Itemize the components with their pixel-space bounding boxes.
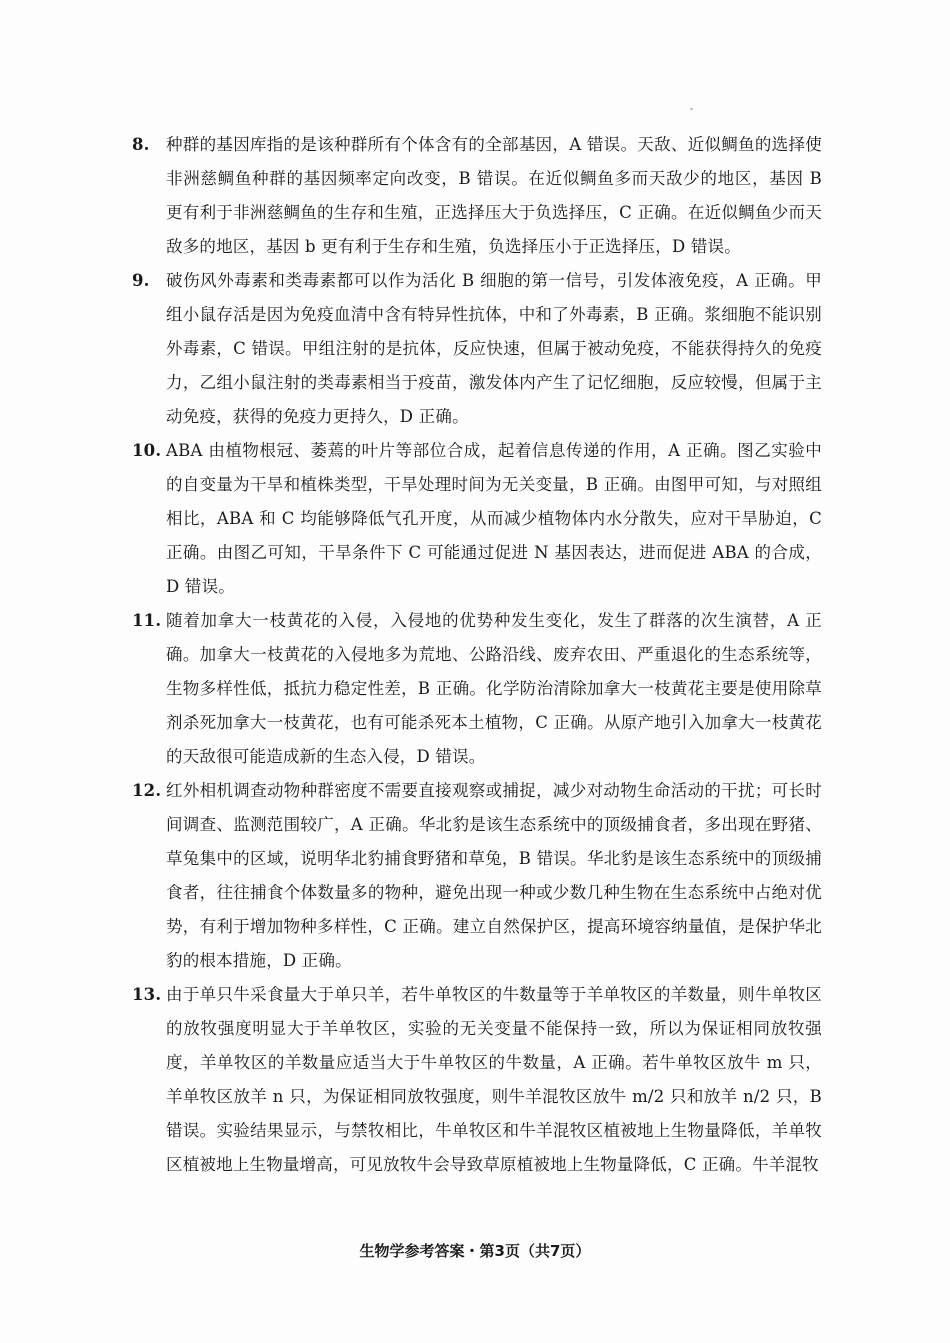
answer-number: 9. [132, 271, 150, 290]
answer-number: 13. [132, 985, 162, 1004]
answer-item-8 [132, 128, 822, 264]
answer-number: 12. [132, 781, 162, 800]
answer-number: 8. [132, 135, 150, 154]
answer-content [132, 128, 822, 1182]
answer-text: 随着加拿大一枝黄花的入侵，入侵地的优势种发生变化，发生了群落的次生演替，A 正确。加拿大一枝黄花的入侵地多为荒地、公路沿线、废弃农田、严重退化的生态系统等，生物多样性低，抵抗力稳定性差，B 正确。化学防治清除加拿大一枝黄花主要是使用除草剂杀死加拿大一枝黄花，也有可能杀死本土植物，C 正确。从原产地引入加拿大一枝黄花的天敌很可能造成新的生态入侵，D 错误。 [166, 611, 822, 766]
answer-item-12 [132, 774, 822, 978]
answer-text: 由于单只牛采食量大于单只羊，若牛单牧区的牛数量等于羊单牧区的羊数量，则牛单牧区的放牧强度明显大于羊单牧区，实验的无关变量不能保持一致，所以为保证相同放牧强度，羊单牧区的羊数量应适当大于牛单牧区的牛数量，A 正确。若牛单牧区放牛 m 只，羊单牧区放羊 n 只，为保证相同放牧强度，则牛羊混牧区放牛 m/2 只和放羊 n/2 只，B 错误。实验结果显示，与禁牧相比，牛单牧区和牛羊混牧区植被地上生物量降低，羊单牧区植被地上生物量增高，可见放牧牛会导致草原植被地上生物量降低，C 正确。牛羊混牧 [166, 985, 822, 1174]
scan-speck [690, 108, 693, 110]
answer-text: ABA 由植物根冠、萎蔫的叶片等部位合成，起着信息传递的作用，A 正确。图乙实验中的自变量为干旱和植株类型，干旱处理时间为无关变量，B 正确。由图甲可知，与对照组相比，ABA 和 C 均能够降低气孔开度，从而减少植物体内水分散失，应对干旱胁迫，C 正确。由图乙可知，干旱条件下 C 可能通过促进 N 基因表达，进而促进 ABA 的合成，D 错误。 [166, 441, 822, 596]
answer-item-13 [132, 978, 822, 1182]
page-footer: 生物学参考答案・第3页（共7页） [359, 1242, 591, 1260]
answer-item-11 [132, 604, 822, 774]
answer-number: 10. [132, 441, 162, 460]
answer-number: 11. [132, 611, 162, 630]
answer-item-10 [132, 434, 822, 604]
answer-text: 红外相机调查动物种群密度不需要直接观察或捕捉，减少对动物生命活动的干扰；可长时间调查、监测范围较广，A 正确。华北豹是该生态系统中的顶级捕食者，多出现在野猪、草兔集中的区域，说明华北豹捕食野猪和草兔，B 错误。华北豹是该生态系统中的顶级捕食者，往往捕食个体数量多的物种，避免出现一种或少数几种生物在生态系统中占绝对优势，有利于增加物种多样性，C 正确。建立自然保护区，提高环境容纳量值，是保护华北豹的根本措施，D 正确。 [166, 781, 822, 970]
answer-text: 种群的基因库指的是该种群所有个体含有的全部基因，A 错误。天敌、近似鲷鱼的选择使非洲慈鲷鱼种群的基因频率定向改变，B 错误。在近似鲷鱼多而天敌少的地区，基因 B 更有利于非洲慈鲷鱼的生存和生殖，正选择压大于负选择压，C 正确。在近似鲷鱼少而天敌多的地区，基因 b 更有利于生存和生殖，负选择压小于正选择压，D 错误。 [166, 135, 822, 256]
answer-text: 破伤风外毒素和类毒素都可以作为活化 B 细胞的第一信号，引发体液免疫，A 正确。甲组小鼠存活是因为免疫血清中含有特异性抗体，中和了外毒素，B 正确。浆细胞不能识别外毒素，C 错误。甲组注射的是抗体，反应快速，但属于被动免疫，不能获得持久的免疫力，乙组小鼠注射的类毒素相当于疫苗，激发体内产生了记忆细胞，反应较慢，但属于主动免疫，获得的免疫力更持久，D 正确。 [166, 271, 822, 426]
answer-item-9 [132, 264, 822, 434]
